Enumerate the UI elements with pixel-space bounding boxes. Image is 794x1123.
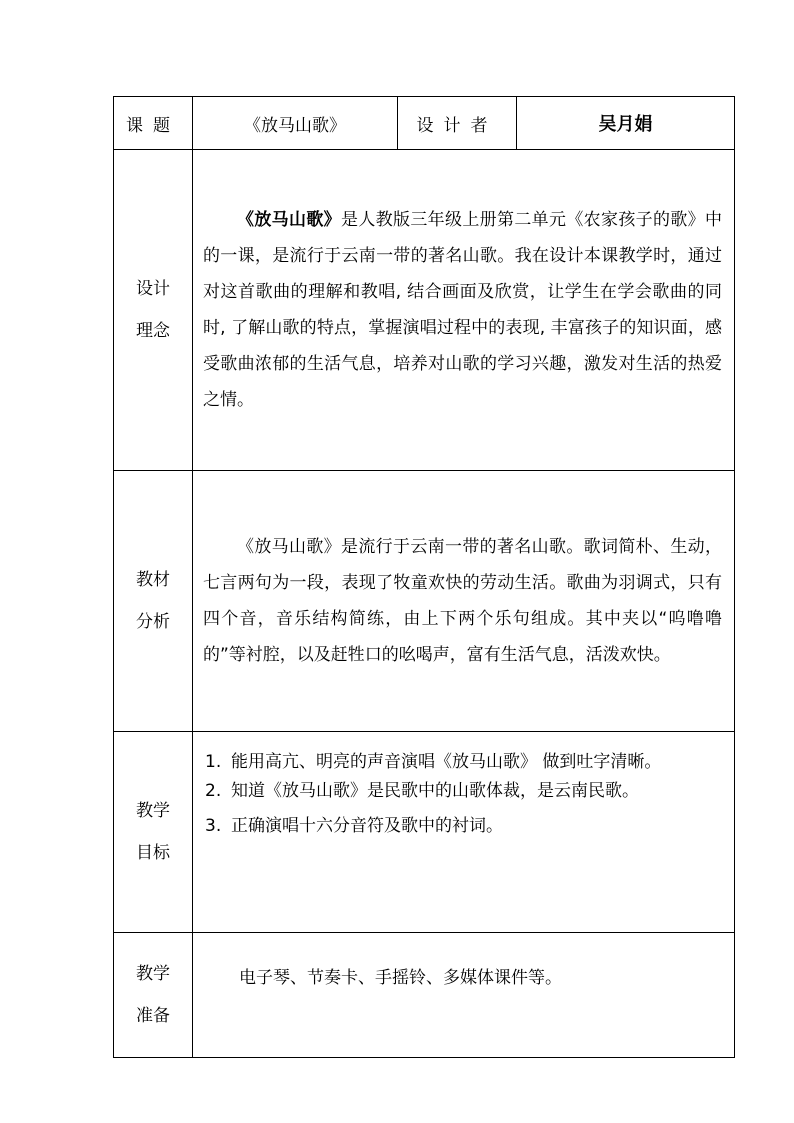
design-idea-content <box>193 150 735 471</box>
goal-text: 知道《放马山歌》是民歌中的山歌体裁，是云南民歌。 <box>231 781 639 801</box>
goal-number: 3. <box>205 816 222 836</box>
material-analysis-label-line1: 教材 <box>136 570 170 590</box>
designer-label: 设计者 <box>398 97 517 150</box>
goal-text: 正确演唱十六分音符及歌中的衬词。 <box>231 816 503 836</box>
title-row <box>114 97 735 150</box>
teaching-goals-label-line2: 目标 <box>136 843 170 863</box>
teaching-prep-label-line1: 教学 <box>136 964 170 984</box>
design-idea-label-line2: 理念 <box>136 321 170 341</box>
teaching-prep-content: 电子琴、节奏卡、手摇铃、多媒体课件等。 <box>193 933 735 1058</box>
design-idea-label-line1: 设计 <box>136 279 170 299</box>
goal-item <box>205 812 724 841</box>
song-title: 《放马山歌》 <box>237 210 341 230</box>
design-idea-text <box>193 202 734 418</box>
material-analysis-label <box>114 471 193 732</box>
design-idea-row <box>114 150 735 471</box>
title-value: 《放马山歌》 <box>193 97 398 150</box>
material-analysis-label-line2: 分析 <box>136 612 170 632</box>
goal-number: 1. <box>205 752 222 772</box>
design-idea-label <box>114 150 193 471</box>
material-analysis-text: 《放马山歌》是流行于云南一带的著名山歌。歌词简朴、生动，七言两句为一段，表现了牧童欢快的劳动生活。歌曲为羽调式，只有四个音，音乐结构简练，由上下两个乐句组成。其中夹以“呜噜噜的”等衬腔，以及赶牲口的吆喝声，富有生活气息，活泼欢快。 <box>203 537 722 665</box>
designer-value: 吴月娟 <box>517 97 735 150</box>
teaching-prep-label <box>114 933 193 1058</box>
goal-number: 2. <box>205 781 222 801</box>
title-label: 课题 <box>114 97 193 150</box>
design-idea-body: 是人教版三年级上册第二单元《农家孩子的歌》中的一课，是流行于云南一带的著名山歌。我在设计本课教学时，通过对这首歌曲的理解和教唱, 结合画面及欣赏，让学生在学会歌曲的同时, 了解山歌的特点，掌握演唱过程中的表现, 丰富孩子的知识面，感受歌曲浓郁的生活气息，培养对山歌的学习兴趣，激发对生活的热爱之情。 <box>203 210 722 410</box>
teaching-prep-label-line2: 准备 <box>136 1006 170 1026</box>
lesson-plan-table <box>113 96 735 1058</box>
goal-item <box>205 777 724 806</box>
teaching-goals-content <box>193 732 735 933</box>
teaching-prep-row <box>114 933 735 1058</box>
teaching-goals-row <box>114 732 735 933</box>
goal-text: 能用高亢、明亮的声音演唱《放马山歌》 做到吐字清晰。 <box>231 752 662 772</box>
goal-item <box>205 748 724 777</box>
teaching-goals-label <box>114 732 193 933</box>
material-analysis-content <box>193 471 735 732</box>
teaching-goals-label-line1: 教学 <box>136 801 170 821</box>
material-analysis-row <box>114 471 735 732</box>
